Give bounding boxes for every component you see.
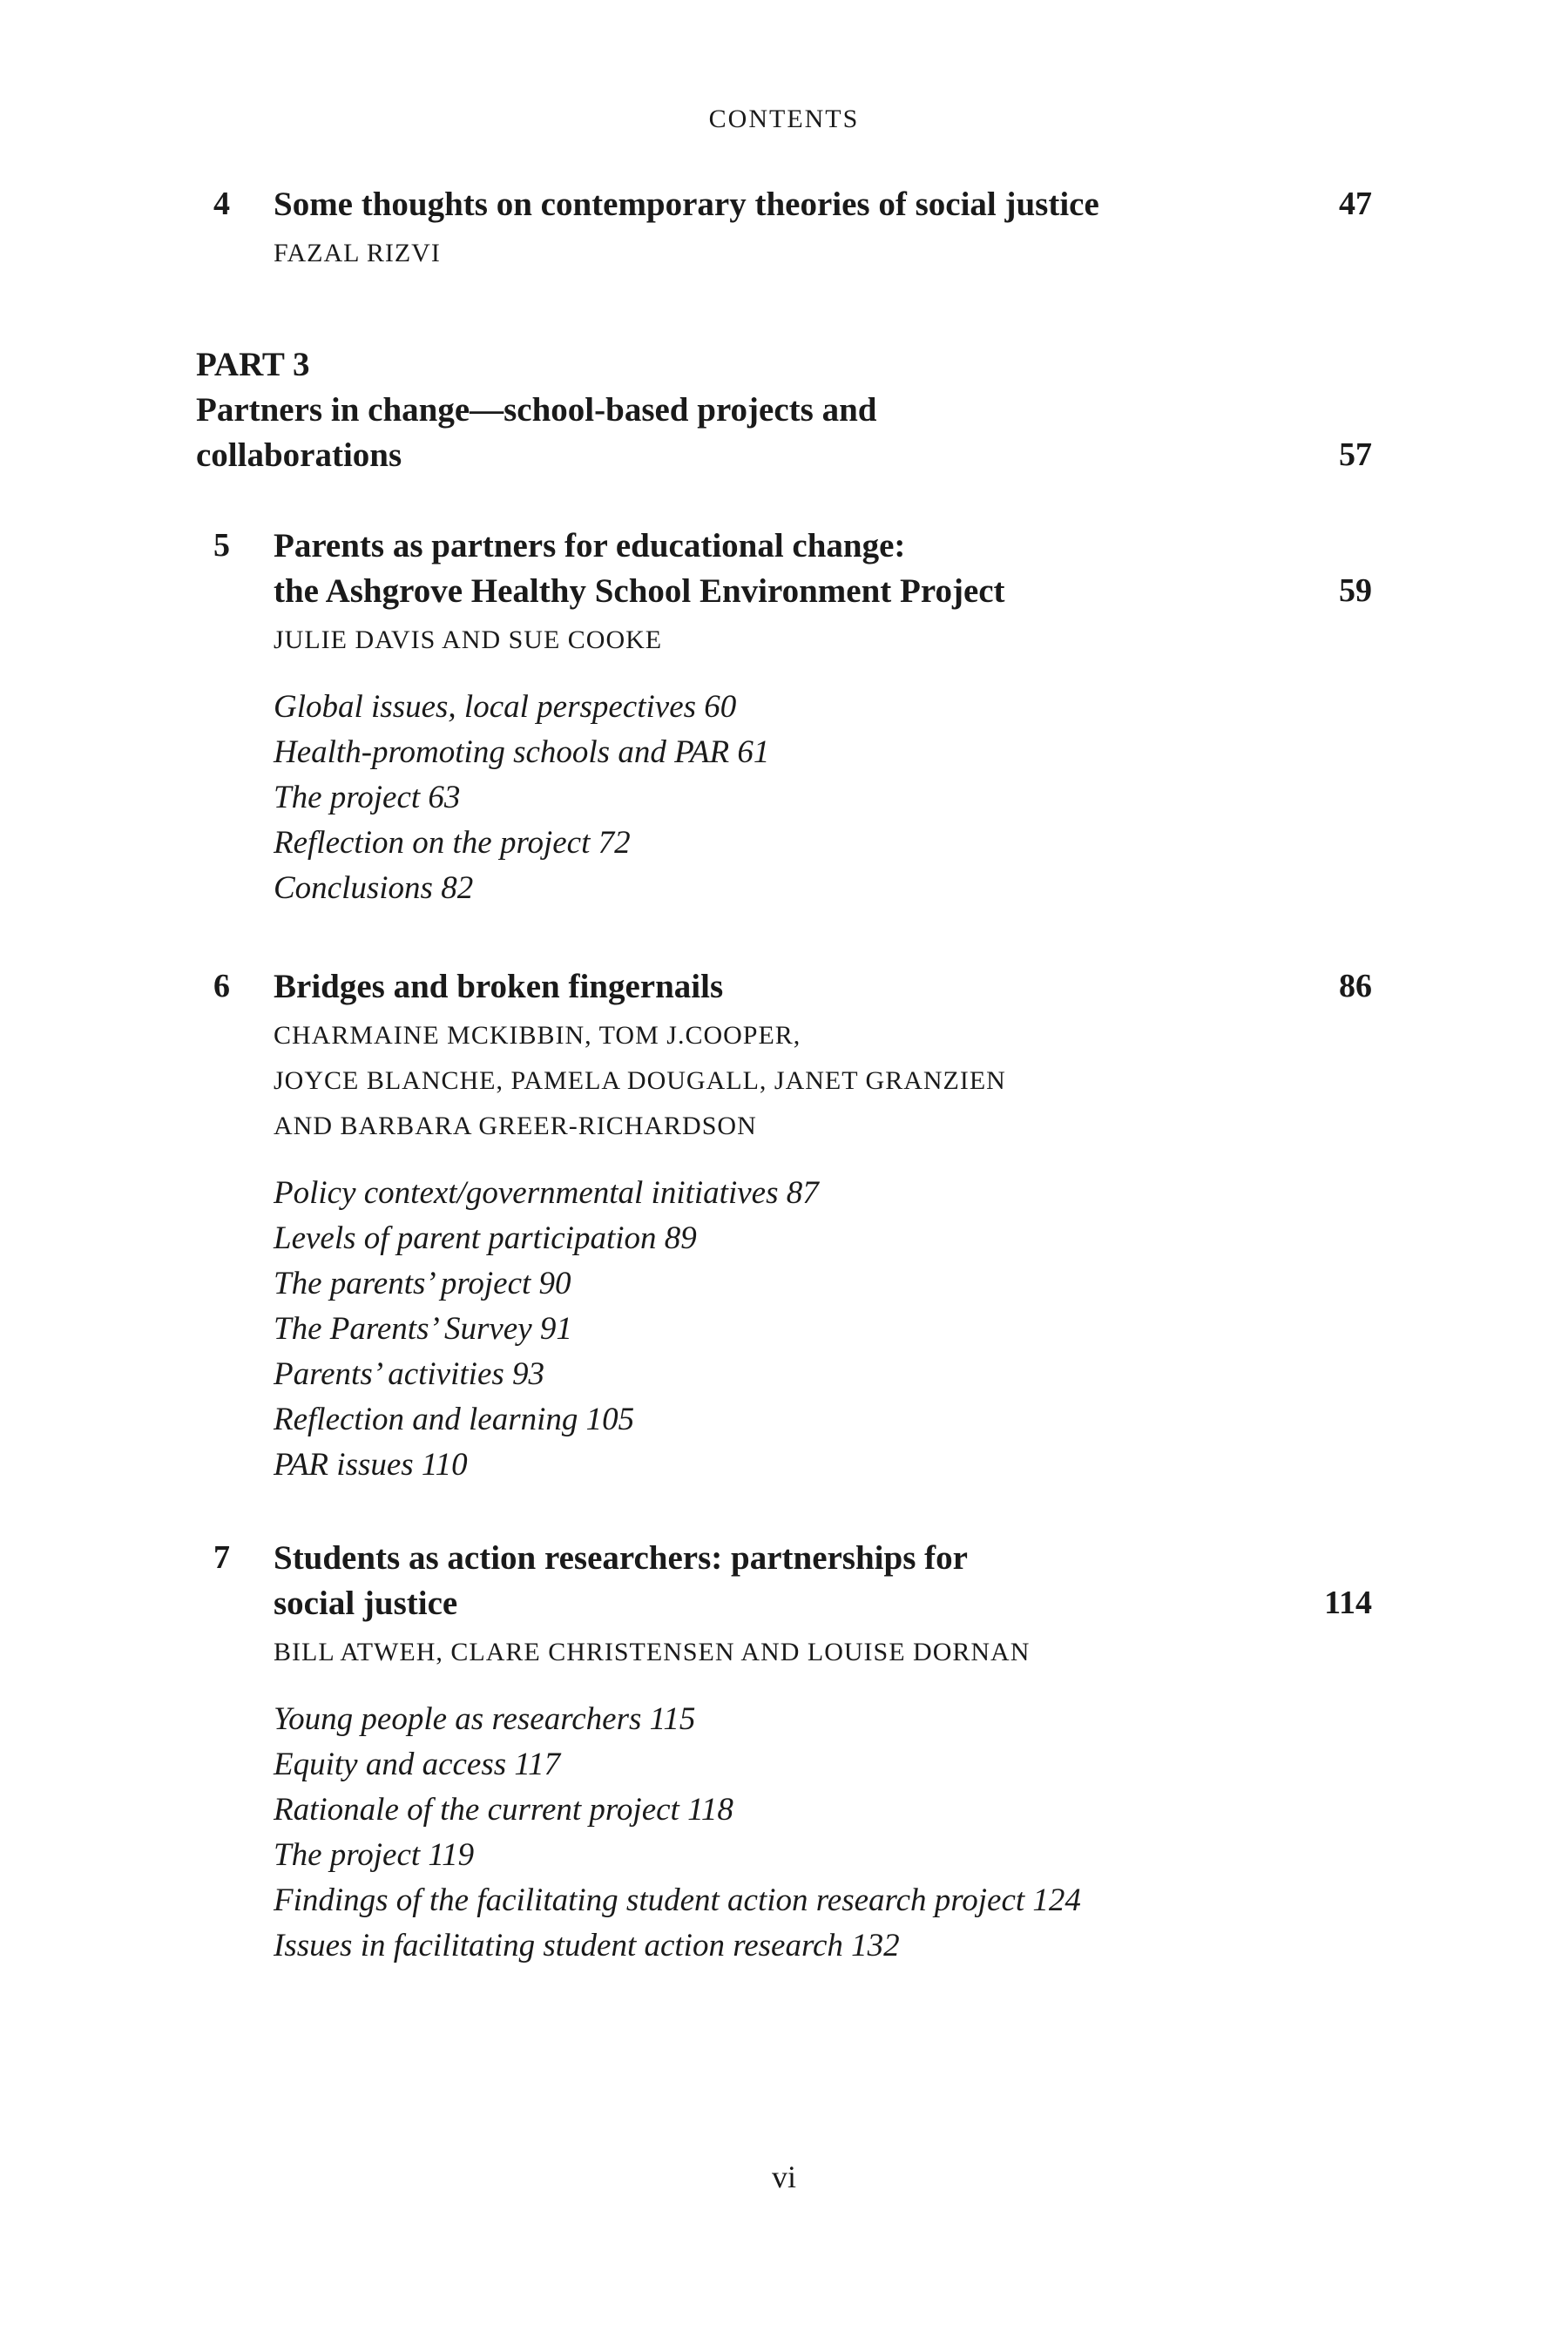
section-entry: The parents’ project 90 [274,1266,571,1301]
part-title-line-1: Partners in change—school-based projects and [196,391,877,429]
chapter-number: 5 [213,527,230,564]
chapter-page-number: 114 [1324,1585,1372,1621]
chapter-number: 4 [213,186,230,222]
chapter-authors: JULIE DAVIS AND SUE COOKE [274,625,663,654]
section-entry: The project 119 [274,1837,475,1873]
page-folio: vi [771,2159,796,2194]
section-entry: PAR issues 110 [274,1447,468,1483]
section-entry: Reflection and learning 105 [274,1402,635,1437]
chapter-title-line-2: social justice [274,1585,458,1622]
section-entry: Findings of the facilitating student action research project 124 [274,1882,1081,1918]
chapter-authors-line-1: CHARMAINE MCKIBBIN, TOM J.COOPER, [274,1021,801,1050]
chapter-page-number: 47 [1339,186,1372,222]
chapter-number: 7 [213,1539,230,1576]
chapter-authors: BILL ATWEH, CLARE CHRISTENSEN AND LOUISE DORNAN [274,1638,1031,1666]
chapter-title-line-1: Students as action researchers: partnerships for [274,1539,968,1577]
section-entry: Global issues, local perspectives 60 [274,689,737,725]
section-entry: Rationale of the current project 118 [274,1792,733,1828]
section-entry: Health-promoting schools and PAR 61 [274,734,770,770]
section-entry: Levels of parent participation 89 [274,1220,697,1256]
chapter-title: Bridges and broken fingernails [274,968,724,1005]
section-entry: Equity and access 117 [274,1747,561,1782]
section-entry: The project 63 [274,780,461,815]
part-page-number: 57 [1339,436,1372,473]
section-entry: Parents’ activities 93 [274,1356,545,1392]
section-entry: Conclusions 82 [274,870,474,906]
chapter-page-number: 59 [1339,572,1372,609]
chapter-authors: FAZAL RIZVI [274,239,441,267]
part-title-line-2: collaborations [196,436,402,474]
chapter-page-number: 86 [1339,968,1372,1004]
section-entry: Policy context/governmental initiatives 87 [274,1175,819,1211]
section-entry: Reflection on the project 72 [274,825,631,861]
part-label: PART 3 [196,346,310,383]
chapter-authors-line-3: AND BARBARA GREER-RICHARDSON [274,1112,757,1140]
chapter-title: Some thoughts on contemporary theories of social justice [274,186,1099,223]
chapter-title-line-2: the Ashgrove Healthy School Environment Project [274,572,1005,610]
chapter-title-line-1: Parents as partners for educational change: [274,527,906,564]
chapter-number: 6 [213,968,230,1004]
section-entry: Issues in facilitating student action research 132 [274,1928,900,1963]
chapter-authors-line-2: JOYCE BLANCHE, PAMELA DOUGALL, JANET GRANZIEN [274,1066,1006,1095]
running-head: CONTENTS [708,105,860,133]
section-entry: Young people as researchers 115 [274,1701,696,1737]
section-entry: The Parents’ Survey 91 [274,1311,572,1347]
